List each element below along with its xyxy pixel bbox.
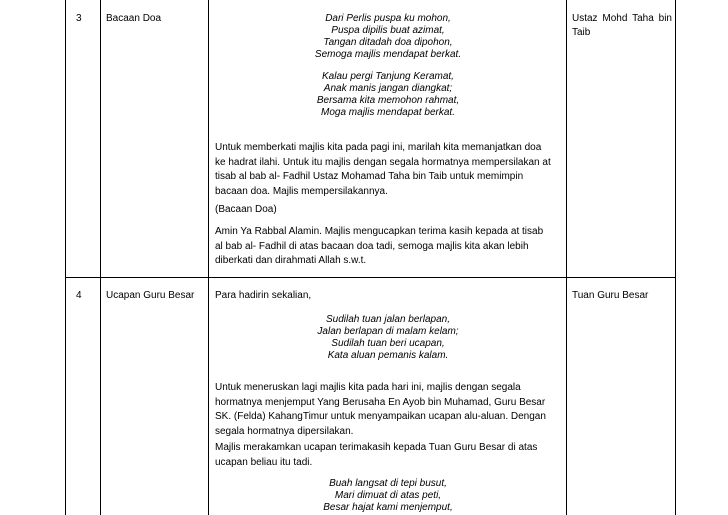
column-divider — [100, 0, 101, 515]
paragraph-line: ucapan beliau itu tadi. — [215, 456, 313, 468]
greeting-line: Para hadirin sekalian, — [215, 290, 312, 301]
officer-name: Tuan Guru Besar — [572, 290, 649, 301]
row-number: 3 — [76, 13, 82, 24]
pantun-line: Bersama kita memohon rahmat, — [316, 95, 460, 106]
paragraph-line: Untuk meneruskan lagi majlis kita pada hari ini, majlis dengan segala — [215, 382, 521, 393]
agenda-item: Ucapan Guru Besar — [106, 290, 195, 301]
pantun — [262, 478, 514, 514]
pantun-line: Semoga majlis mendapat berkat. — [314, 49, 462, 60]
pantun-line: Puspa dipilis buat azimat, — [331, 25, 445, 36]
table-border-left — [65, 0, 66, 515]
paragraph-line: Amin Ya Rabbal Alamin. Majlis mengucapkan terima kasih kepada at tisab — [215, 226, 544, 237]
pantun-line: Mari dimuat di atas peti, — [334, 490, 442, 501]
stage-direction: (Bacaan Doa) — [215, 204, 277, 215]
column-divider — [566, 0, 567, 515]
pantun — [262, 13, 514, 61]
column-divider — [208, 0, 209, 515]
officer-name: Ustaz Mohd Taha bin Taib — [572, 13, 672, 38]
pantun — [262, 314, 514, 362]
pantun-line: Sudilah tuan beri ucapan, — [331, 338, 445, 349]
paragraph-line: diberkati dan dirahmati Allah s.w.t. — [215, 255, 367, 266]
table-border-right — [675, 0, 676, 515]
pantun-line: Kalau pergi Tanjung Keramat, — [322, 71, 454, 82]
script-paragraph — [215, 225, 565, 269]
pantun-line: Jalan berlapan di malam kelam; — [317, 326, 459, 337]
script-paragraph — [215, 441, 565, 470]
row-number: 4 — [76, 290, 82, 301]
pantun-line: Tangan ditadah doa dipohon, — [323, 37, 453, 48]
paragraph-line: segala hormatnya dipersilakan. — [215, 425, 354, 437]
pantun-line: Moga majlis mendapat berkat. — [321, 107, 455, 118]
pantun-line: Dari Perlis puspa ku mohon, — [325, 13, 451, 24]
paragraph-line: ke hadrat ilahi. Untuk itu majlis dengan segala hormatnya mempersilakan at — [215, 156, 551, 168]
paragraph-line: SK. (Felda) KahangTimur untuk menyampaikan ucapan alu-aluan. Dengan — [215, 411, 546, 422]
pantun-line: Sudilah tuan jalan berlapan, — [326, 314, 450, 325]
script-paragraph — [215, 381, 565, 439]
script-paragraph — [215, 141, 565, 199]
paragraph-line: Majlis merakamkan ucapan terimakasih kepada Tuan Guru Besar di atas — [215, 442, 538, 453]
row-divider — [65, 277, 676, 278]
paragraph-line: bacaan doa. Majlis mempersilakannya. — [215, 185, 388, 197]
paragraph-line: Untuk memberkati majlis kita pada pagi ini, marilah kita memanjatkan doa — [215, 142, 542, 153]
agenda-item: Bacaan Doa — [106, 13, 162, 24]
pantun-line: Buah langsat di tepi busut, — [329, 478, 447, 489]
paragraph-line: hormatnya menjemput Yang Berusaha En Ayob bin Muhamad, Guru Besar — [215, 396, 546, 408]
paragraph-line: al bab al- Fadhil di atas bacaan doa tadi, semoga majlis kita akan lebih — [215, 240, 529, 252]
paragraph-line: tisab al bab al- Fadhil Ustaz Mohamad Taha bin Taib untuk memimpin — [215, 171, 524, 182]
pantun-line: Besar hajat kami menjemput, — [323, 502, 453, 513]
pantun-line: Kata aluan pemanis kalam. — [327, 350, 449, 361]
pantun-line: Anak manis jangan diangkat; — [323, 83, 453, 94]
pantun — [262, 71, 514, 119]
